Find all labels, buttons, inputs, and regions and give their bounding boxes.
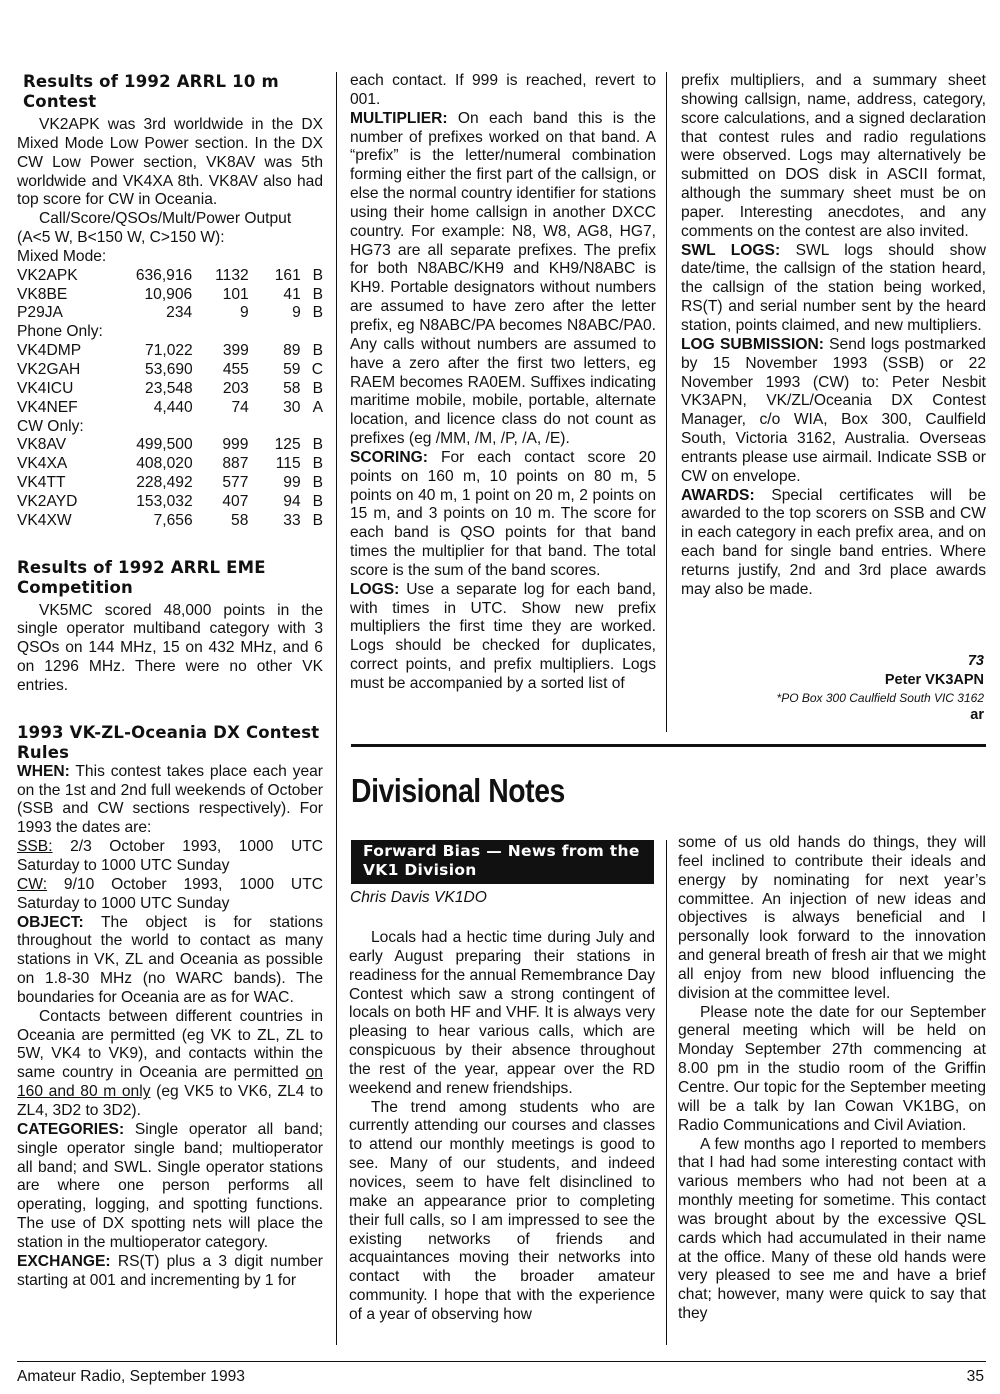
results-row (17, 474, 323, 493)
results-cell-power: B (312, 455, 323, 473)
results-section-label: Phone Only: (17, 323, 103, 341)
results-cell-score: 153,032 (136, 492, 193, 510)
results-cell-score: 23,548 (145, 379, 193, 397)
results-cell-mult: 58 (283, 379, 301, 397)
rules-cw (17, 876, 323, 914)
results-cell-qsos: 74 (231, 398, 249, 416)
exchange-label: EXCHANGE: (17, 1252, 111, 1270)
results-cell-mult: 33 (283, 511, 301, 529)
results-cell-call: VK8BE (17, 285, 68, 303)
results-cell-score: 10,906 (144, 285, 193, 303)
results-row (17, 342, 323, 361)
results-row (17, 304, 323, 323)
arrl-10m-section (17, 72, 323, 531)
byline: Chris Davis VK1DO (350, 889, 487, 906)
results-cell-power: B (312, 379, 323, 397)
results-table (17, 436, 323, 530)
multiplier-label: MULTIPLIER: (350, 109, 448, 127)
swl-paragraph (681, 242, 986, 336)
results-row (17, 512, 323, 531)
results-cell-call: VK2GAH (17, 360, 81, 378)
scoring-text: For each contact score 20 points on 160 m, 10 points on 80 m, 5 points on 40 m, 1 point on 20 m, 2 points on 15 m, and 3 points on 10 m. The score for each band is QSO points for that band times the multiplier for that band. The total score is the sum of the band scores. (350, 448, 656, 579)
results-cell-power: B (312, 266, 323, 284)
results-cell-mult: 115 (275, 455, 301, 473)
eme-section (17, 558, 323, 696)
contacts-underlined: on 160 and 80 m only (17, 1064, 323, 1101)
column-2-lower (349, 929, 655, 1325)
results-cell-call: VK4XW (17, 511, 72, 529)
object-text: The object is for stations throughout the world to contact as many stations in VK, ZL and Oceania as possible on 1.8-30 MHz (no WARC bands). The boundaries for Oceania are as for WAC. (17, 913, 323, 1006)
exchange-continued: each contact. If 999 is reached, revert to 001. (350, 72, 656, 108)
swl-label: SWL LOGS: (681, 241, 781, 259)
results-cell-power: B (312, 492, 323, 510)
results-cell-qsos: 203 (222, 379, 249, 397)
results-cell-call: VK2AYD (17, 492, 78, 510)
logs-paragraph (350, 581, 656, 694)
results-section-label: CW Only: (17, 417, 84, 435)
rules-when (17, 763, 323, 838)
results-cell-call: VK4ICU (17, 379, 74, 397)
results-table (17, 342, 323, 417)
cw-text: 9/10 October 1993, 1000 UTC Saturday to 1000 UTC Sunday (17, 875, 323, 912)
sig-address: *PO Box 300 Caulfield South VIC 3162 (776, 691, 984, 705)
scoring-paragraph (350, 449, 656, 581)
div-col3-para-3: A few months ago I reported to members that I had had some interesting contact with various members who had not been at a monthly meeting for sometime. This contact was brought about by the excessive QSL cards which had accumulated in their name at the office. Many of these old hands were very pleased to see me and have a brief chat; however, many were quick to say that they (678, 1135, 986, 1323)
arrl-10m-format: Call/Score/QSOs/Mult/Power Output (A<5 W, B<150 W, C>150 W): (17, 210, 292, 247)
results-cell-score: 234 (166, 304, 193, 322)
results-cell-power: C (311, 360, 323, 378)
results-cell-call: VK4NEF (17, 398, 78, 416)
results-cell-score: 7,656 (153, 511, 193, 529)
exchange-text: RS(T) plus a 3 digit number starting at 001 and incrementing by 1 for (17, 1252, 323, 1289)
cw-label: CW: (17, 875, 48, 893)
results-row (17, 493, 323, 512)
ssb-text: 2/3 October 1993, 1000 UTC Saturday to 1000 UTC Sunday (17, 838, 323, 874)
ssb-label: SSB: (17, 838, 53, 856)
column-divider-2-lower (666, 840, 667, 1345)
results-row (17, 399, 323, 418)
results-row (17, 267, 323, 286)
results-row (17, 455, 323, 474)
results-row (17, 286, 323, 305)
rules-ssb (17, 838, 323, 876)
contacts-text-b: (eg VK5 to VK6, ZL4 to ZL4, 3D2 to 3D2). (17, 1083, 323, 1119)
sig-end-mark: ar (970, 707, 984, 723)
results-cell-power: B (312, 436, 323, 454)
arrl-10m-intro: VK2APK was 3rd worldwide in the DX Mixed Mode Low Power section. In the DX CW Low Power section, VK8AV was 5th worldwide and VK4XA 8th. VK8AV also had top score for CW in Oceania. (17, 116, 323, 209)
forward-bias-banner: Forward Bias — News from the VK1 Division (351, 840, 654, 884)
results-cell-score: 4,440 (153, 398, 193, 416)
results-cell-mult: 9 (292, 304, 301, 322)
results-cell-mult: 30 (283, 398, 301, 416)
results-cell-score: 499,500 (136, 436, 193, 454)
rules-contacts (17, 1008, 323, 1121)
results-cell-mult: 59 (283, 360, 301, 378)
results-cell-call: VK4XA (17, 455, 68, 473)
results-cell-qsos: 9 (240, 304, 249, 322)
logs-continued: prefix multipliers, and a summary sheet showing callsign, name, address, category, score calculations, and a signed declaration that contest rules and radio regulations were observed. Logs may alternatively be submitted on DOS disk in ASCII format, although the summary sheet must be on paper. Interesting anecdotes, and any comments on the contest are also invited. (681, 72, 986, 240)
awards-paragraph (681, 487, 986, 600)
scoring-label: SCORING: (350, 448, 428, 466)
column-2-upper (350, 72, 656, 694)
results-cell-power: B (312, 511, 323, 529)
footer-publication: Amateur Radio, September 1993 (17, 1368, 245, 1385)
results-cell-power: A (312, 398, 323, 416)
results-cell-power: B (312, 474, 323, 492)
column-divider-1 (336, 72, 337, 1345)
results-cell-qsos: 407 (222, 492, 249, 510)
results-section-label: Mixed Mode: (17, 247, 107, 265)
swl-text: SWL logs should show date/time, the callsign of the station heard, the callsign of the station being worked, RS(T) and serial number sent by the heard station, points claimed, and new multipliers. (681, 241, 986, 334)
div-col2-para-2: The trend among students who are currently attending our courses and classes to attend our monthly meetings is good to see. Many of our students, and indeed novices, seem to have felt disinclined to make an appearance prior to completing their full calls, so I am impressed to see the existing networks of friends and acquaintances moving their networks into contact with the broader amateur community. I hope that with the experience of a year of observing how (349, 1098, 655, 1323)
div-col3-para-2: Please note the date for our September general meeting which will be held on Monday September 27th commencing at 8.00 pm in the studio room of the Griffin Centre. Our topic for the September meeting will be a talk by Ian Cowan VK1BG, on Radio Communications and Civil Aviation. (678, 1003, 986, 1134)
submission-label: LOG SUBMISSION: (681, 335, 824, 353)
results-cell-qsos: 455 (222, 360, 249, 378)
column-divider-2-upper (666, 72, 667, 732)
categories-text: Single operator all band; single operator single band; multioperator all band; and SWL. Single operator stations are where one person performs all operating, logging, and spotting functions. The use of DX spotting nets will place the station in the multioperator category. (17, 1120, 323, 1251)
results-cell-call: VK8AV (17, 436, 67, 454)
results-cell-score: 53,690 (145, 360, 193, 378)
divisional-notes-title: Divisional Notes (351, 772, 565, 809)
footer-page-number: 35 (966, 1368, 984, 1385)
results-cell-mult: 89 (283, 342, 301, 360)
results-cell-score: 71,022 (145, 342, 193, 360)
results-cell-qsos: 577 (222, 474, 249, 492)
footer-rule (17, 1361, 986, 1362)
column-3-upper (681, 72, 986, 600)
rules-heading: 1993 VK-ZL-Oceania DX Contest Rules (17, 722, 320, 762)
awards-text: Special certificates will be awarded to the top scorers on SSB and CW in each category in each prefix area, and on each band for single band entries. Where returns justify, 2nd and 3rd place awards may also be made. (681, 486, 986, 598)
sig-name: Peter VK3APN (884, 672, 984, 688)
results-cell-score: 408,020 (136, 455, 193, 473)
rules-object (17, 914, 323, 1008)
awards-label: AWARDS: (681, 486, 755, 504)
div-col3-para-1: some of us old hands do things, they will feel inclined to contribute their ideals and energy by nominating for next year’s committee. An injection of new ideas and objectives is always beneficial and I personally look forward to the innovation and general breath of fresh air that we might all enjoy from new blood influencing the division at the committee level. (678, 834, 986, 1002)
results-cell-call: VK2APK (17, 266, 78, 284)
results-cell-power: B (312, 342, 323, 360)
results-cell-qsos: 1132 (215, 266, 249, 284)
logs-text: Use a separate log for each band, with times in UTC. Show new prefix multipliers the first time they are worked. Logs should be checked for duplicates, correct points, and prefix multipliers. Logs must be accompanied by a sorted list of (350, 580, 656, 692)
results-table (17, 267, 323, 324)
results-cell-power: B (312, 285, 323, 303)
results-cell-qsos: 58 (231, 511, 249, 529)
results-cell-mult: 125 (274, 436, 301, 454)
when-text: This contest takes place each year on the 1st and 2nd full weekends of October (SSB and CW sections respectively). For 1993 the dates are: (17, 762, 323, 837)
rules-categories (17, 1121, 323, 1253)
column-3-lower (678, 834, 986, 1324)
eme-heading: Results of 1992 ARRL EME Competition (17, 557, 266, 597)
rules-exchange (17, 1253, 323, 1291)
eme-body: VK5MC scored 48,000 points in the single operator multiband category with 3 QSOs on 144 MHz, 15 on 432 MHz, and 6 on 1296 MHz. There were no other VK entries. (17, 601, 323, 694)
results-cell-power: B (312, 304, 323, 322)
results-cell-mult: 94 (283, 492, 301, 510)
sig-73: 73 (967, 653, 984, 669)
results-cell-mult: 41 (283, 285, 301, 303)
results-cell-score: 636,916 (135, 266, 193, 284)
results-row (17, 436, 323, 455)
arrl-10m-heading: Results of 1992 ARRL 10 m Contest (23, 72, 279, 111)
results-cell-call: P29JA (17, 304, 63, 322)
categories-label: CATEGORIES: (17, 1120, 125, 1138)
results-cell-qsos: 999 (222, 436, 249, 454)
rules-section (17, 723, 323, 1291)
contacts-text-a: Contacts between different countries in Oceania are permitted (eg VK to ZL, ZL to 5W, VK4 to VK9), and contacts within the same country in Oceania are permitted (17, 1007, 323, 1082)
divisional-top-rule (351, 744, 986, 747)
results-cell-mult: 161 (274, 266, 301, 284)
results-cell-qsos: 101 (222, 285, 249, 303)
submission-text: Send logs postmarked by 15 November 1993 (SSB) or 22 November 1993 (CW) to: Peter Nesbit VK3APN, VK/ZL/Oceania DX Contest Manager, c/o WIA, Box 300, Caulfield South, Victoria 3162, Australia. Overseas entrants please use airmail. Indicate SSB or CW on envelope. (681, 335, 986, 485)
results-sections (17, 248, 323, 531)
object-label: OBJECT: (17, 913, 84, 931)
when-label: WHEN: (17, 762, 70, 780)
submission-paragraph (681, 336, 986, 487)
results-cell-qsos: 887 (222, 455, 249, 473)
multiplier-paragraph (350, 110, 656, 449)
signature-block (777, 652, 984, 725)
div-col2-para-1: Locals had a hectic time during July and early August preparing their stations in readiness for the annual Remembrance Day Contest which saw a strong contingent of locals on both HF and VHF. It is always very pleasing to hear various calls, which are conspicuous by their absence throughout the rest of the year, appear over the RD weekend and renew friendships. (349, 929, 655, 1097)
results-cell-call: VK4TT (17, 474, 66, 492)
multiplier-text: On each band this is the number of prefixes worked on that band. A “prefix” is the letter/numeral combination forming either the first part of the callsign, or else the normal country identifier for stations using their home callsign in another DXCC country. For example: N8, W8, AG8, HG7, HG73 are all separate prefixes. The prefix for both N8ABC/KH9 and KH9/N8ABC is KH9. Portable designators without numbers are assumed to have zero after the letter prefix, eg N8ABC/PA becomes N8ABC/PA0. Any calls without numbers are assumed to have a zero after the first two letters, eg RAEM becomes RA0EM. Suffixes indicating maritime mobile, mobile, portable, alternate location, and licence class do not count as prefixes (eg /MM, /M, /P, /A, /E). (350, 109, 656, 448)
results-row (17, 361, 323, 380)
results-row (17, 380, 323, 399)
column-1 (17, 72, 323, 1290)
logs-label: LOGS: (350, 580, 400, 598)
results-cell-call: VK4DMP (17, 342, 82, 360)
results-cell-score: 228,492 (136, 474, 193, 492)
results-cell-mult: 99 (283, 474, 301, 492)
results-cell-qsos: 399 (222, 342, 249, 360)
